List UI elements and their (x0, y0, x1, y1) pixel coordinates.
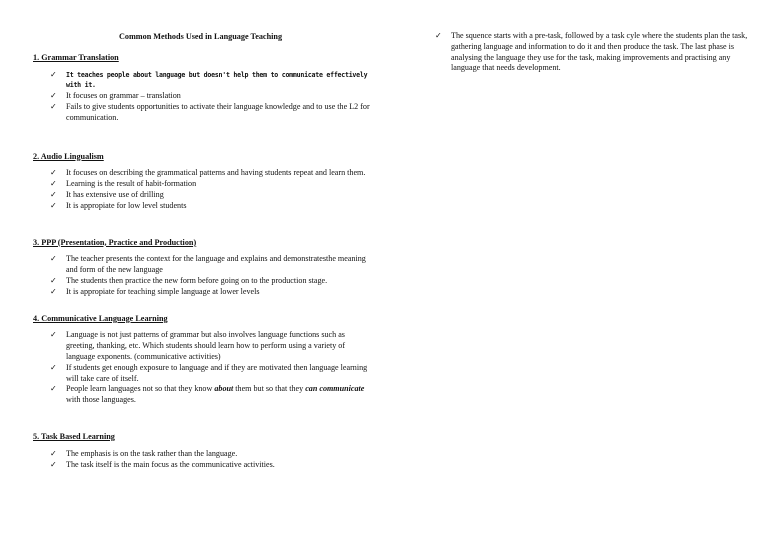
section-communicative-language-learning (33, 314, 373, 406)
section-heading: 1. Grammar Translation (33, 52, 119, 62)
list-item: ✓ It focuses on describing the grammatical patterns and having students repeat and learn them. (50, 168, 366, 178)
checkmark-icon: ✓ (435, 31, 442, 40)
checkmark-icon: ✓ (50, 168, 57, 178)
checkmark-icon: ✓ (50, 101, 57, 111)
checkmark-icon: ✓ (50, 286, 57, 296)
list-item: ✓ It teaches people about language but doesn't help them to communicate effectively with it. (50, 69, 368, 90)
bullet-list (33, 254, 373, 297)
right-column (418, 31, 748, 74)
section-task-based-learning (33, 432, 373, 470)
checkmark-icon: ✓ (50, 362, 57, 372)
bullet-list (33, 168, 373, 211)
list-item: ✓ If students get enough exposure to language and if they are motivated then language learning will take care of itself. (50, 362, 368, 383)
list-item: ✓ Fails to give students opportunities to activate their language knowledge and to use the L2 for communication. (50, 101, 370, 122)
section-heading: 3. PPP (Presentation, Practice and Production) (33, 237, 197, 247)
checkmark-icon: ✓ (50, 179, 57, 189)
checkmark-icon: ✓ (50, 189, 57, 199)
left-column (33, 32, 373, 470)
checkmark-icon: ✓ (50, 275, 57, 285)
checkmark-icon: ✓ (50, 91, 57, 101)
checkmark-icon: ✓ (50, 384, 57, 394)
list-item: ✓ It is appropiate for teaching simple language at lower levels (50, 286, 260, 296)
section-grammar-translation (33, 53, 373, 124)
list-item: ✓ The emphasis is on the task rather than the language. (50, 448, 238, 458)
list-item: ✓ The squence starts with a pre-task, followed by a task cyle where the students plan the task, gathering language and information to do it and then produce the task. The last phase is analysing the language they use for the task, making improvements and practising any language that needs development. (435, 31, 748, 73)
section-ppp (33, 238, 373, 298)
section-heading: 2. Audio Lingualism (33, 151, 104, 161)
list-item: ✓ It focuses on grammar – translation (50, 91, 181, 101)
bullet-list (418, 31, 748, 74)
document-title: Common Methods Used in Language Teaching (118, 32, 283, 41)
bullet-list (33, 70, 373, 124)
list-item: ✓ The teacher presents the context for the language and explains and demonstratesthe meaning and form of the new language (50, 254, 366, 275)
checkmark-icon: ✓ (50, 200, 57, 210)
list-item: ✓ Learning is the result of habit-formation (50, 179, 197, 189)
checkmark-icon: ✓ (50, 459, 57, 469)
section-heading: 4. Communicative Language Learning (33, 313, 168, 323)
list-item: ✓ The students then practice the new form before going on to the production stage. (50, 275, 328, 285)
bullet-list (33, 330, 373, 406)
bullet-list (33, 449, 373, 471)
checkmark-icon: ✓ (50, 254, 57, 264)
checkmark-icon: ✓ (50, 69, 57, 79)
list-item: ✓ People learn languages not so that they know about them but so that they can communicate with those languages. (50, 384, 365, 405)
checkmark-icon: ✓ (50, 330, 57, 340)
list-item: ✓ It has extensive use of drilling (50, 189, 164, 199)
list-item: ✓ It is appropiate for low level students (50, 200, 187, 210)
section-audio-lingualism (33, 152, 373, 212)
list-item: ✓ The task itself is the main focus as the communicative activities. (50, 459, 275, 469)
list-item: ✓ Language is not just patterns of grammar but also involves language functions such as greeting, thanking, etc. Which students should learn how to perform using a variety of language exponents. (communicative activities) (50, 330, 346, 361)
section-heading: 5. Task Based Learning (33, 431, 115, 441)
checkmark-icon: ✓ (50, 448, 57, 458)
